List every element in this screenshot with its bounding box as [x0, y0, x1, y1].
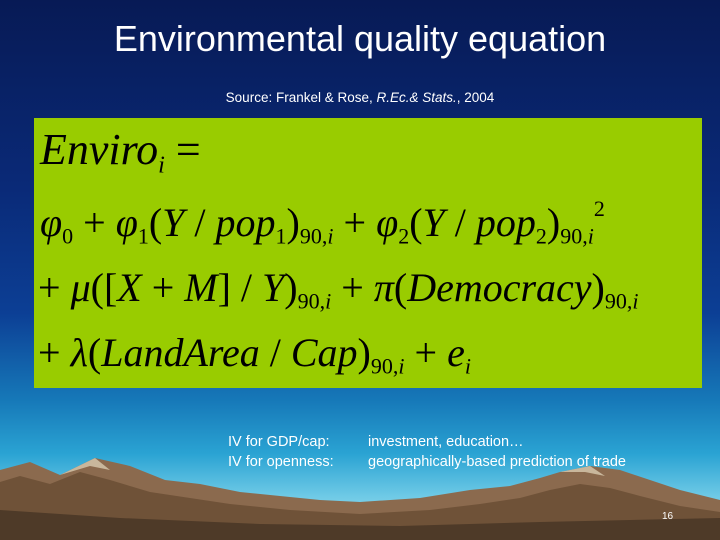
note-label: IV for GDP/cap: [228, 434, 330, 450]
equation-box [34, 118, 702, 388]
equation-line-1: Enviro$_i$ = [40, 125, 201, 179]
source-prefix: Source: Frankel & Rose, [225, 90, 377, 105]
instrument-notes [228, 432, 626, 472]
slide-title: Environmental quality equation [113, 18, 607, 59]
source-citation [0, 90, 720, 105]
note-row [228, 452, 626, 472]
page-number: 16 [662, 511, 674, 522]
equation-line-4: + λ(LandArea / $Cap)_{90,i} + e_i$ [38, 330, 471, 379]
note-row [228, 432, 626, 452]
note-label: IV for openness: [228, 454, 334, 470]
source-suffix: , 2004 [456, 90, 495, 105]
equation-line-3: + $\mu([X + M] / Y)_{90,i}$ + $\pi(Democracy)_{90,i}$ [38, 265, 639, 314]
source-journal: R.Ec.& Stats. [376, 90, 457, 105]
note-value: investment, education… [368, 434, 524, 450]
note-value: geographically-based prediction of trade [368, 454, 626, 470]
equation-line-2: $\varphi_0 + \varphi_1(Y / pop_1)_{90,i} + \varphi_2(Y / pop_2)_{90,i}^2$ [40, 196, 605, 249]
